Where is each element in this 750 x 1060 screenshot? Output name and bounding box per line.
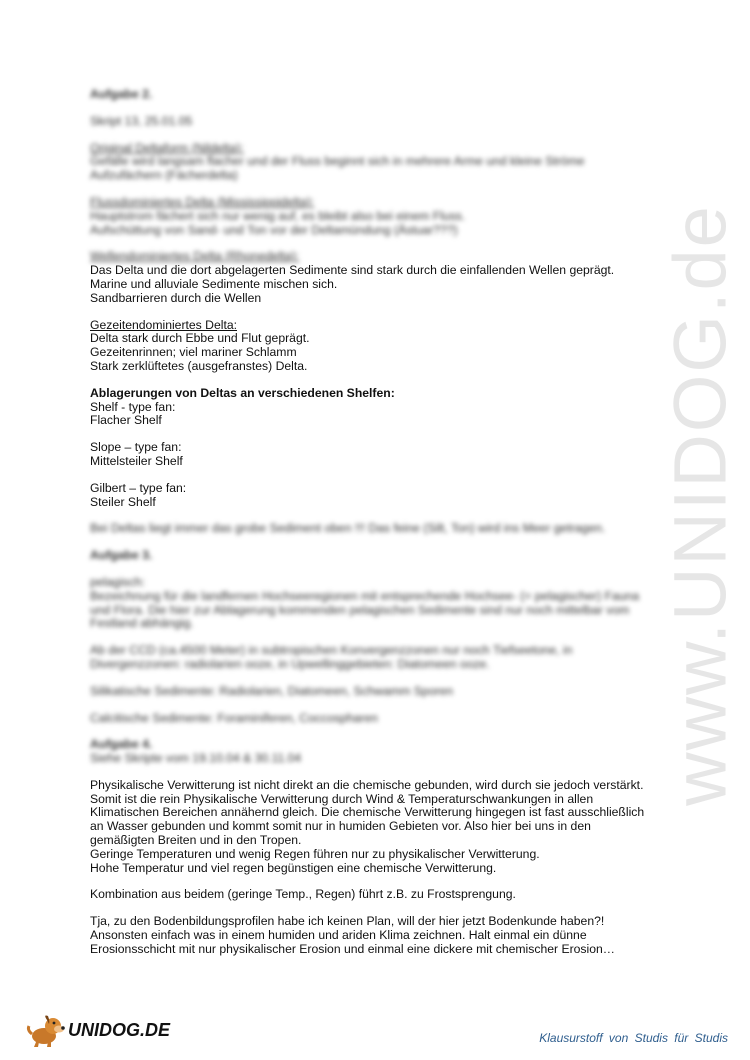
text-block: [90, 738, 662, 766]
text-line: Tja, zu den Bodenbildungsprofilen habe ich keinen Plan, will der hier jetzt Bodenkunde haben?!: [90, 914, 605, 929]
text-line: Original Deltaform (Nildelta):: [90, 140, 244, 155]
text-block: [90, 115, 662, 129]
text-line: Klimatischen Bereichen annähernd gleich. Die chemische Verwitterung hingegen ist fast ausschließlich: [90, 805, 645, 820]
text-line: Aufschüttung von Sand- und Ton vor der Deltamündung (Ästuar???): [90, 222, 458, 237]
text-line: Kombination aus beidem (geringe Temp., Regen) führt z.B. zu Frostsprengung.: [90, 887, 516, 902]
text-line: Skript 13, 25.01.05: [90, 113, 193, 128]
text-line: Steiler Shelf: [90, 494, 156, 509]
text-block: [90, 441, 662, 469]
logo-text: UNIDOG.DE: [68, 1019, 171, 1040]
text-line: pelagisch:: [90, 574, 145, 589]
text-line: Aufzufächern (Fächerdelta): [90, 168, 238, 183]
text-line: Gefälle wird langsam flacher und der Fluss beginnt sich in mehrere Arme und kleine Ströme: [90, 154, 585, 169]
text-block: [90, 142, 662, 183]
text-line: Ab der CCD (ca.4500 Meter) in subtropischen Konvergenzzonen nur noch Tiefseetone, in: [90, 643, 573, 658]
text-line: Gezeitendominiertes Delta:: [90, 317, 237, 332]
text-line: Siehe Skripte vom 19.10.04 & 30.11.04: [90, 751, 302, 766]
text-line: Mittelsteiler Shelf: [90, 453, 183, 468]
text-block: [90, 915, 662, 956]
text-block: [90, 250, 662, 305]
text-line: Calcitische Sedimente: Foraminiferen, Coccospharen: [90, 710, 378, 725]
text-block: [90, 576, 662, 631]
text-line: Hauptstrom fächert sich nur wenig auf, es bleibt also bei einem Fluss.: [90, 208, 466, 223]
text-line: Geringe Temperaturen und wenig Regen führen nur zu physikalischer Verwitterung.: [90, 846, 540, 861]
text-line: Aufgabe 3.: [90, 548, 153, 563]
document-body: [90, 88, 662, 970]
text-block: [90, 685, 662, 699]
text-block: [90, 522, 662, 536]
text-line: Silikatische Sedimente: Radiolarien, Diatomeen, Schwamm Sporen: [90, 683, 454, 698]
text-line: Wellendominiertes Delta (Rhonedelta):: [90, 249, 300, 264]
text-line: Ansonsten einfach was in einem humiden und ariden Klima zeichnen. Halt einmal ein dünne: [90, 928, 587, 943]
text-line: Sandbarrieren durch die Wellen: [90, 290, 262, 305]
text-line: Aufgabe 2.: [90, 87, 153, 101]
text-line: Shelf - type fan:: [90, 399, 176, 414]
text-line: Stark zerklüftetes (ausgefranstes) Delta.: [90, 358, 308, 373]
text-line: gemäßigten Breiten und in den Tropen.: [90, 833, 302, 848]
text-line: Delta stark durch Ebbe und Flut geprägt.: [90, 331, 310, 346]
text-block: [90, 888, 662, 902]
text-line: Erosionsschicht mit nur physikalischer Erosion und einmal eine dickere mit chemischer Erosion…: [90, 941, 615, 956]
text-line: Aufgabe 4.: [90, 737, 153, 752]
text-block: [90, 712, 662, 726]
text-line: Gezeitenrinnen; viel mariner Schlamm: [90, 345, 297, 360]
text-block: [90, 779, 662, 876]
text-block: [90, 319, 662, 374]
text-line: Bei Deltas liegt immer das grobe Sediment oben !!! Das feine (Silt, Ton) wird ins Meer getragen.: [90, 521, 606, 536]
text-block: [90, 549, 662, 563]
text-block: [90, 387, 662, 428]
watermark: www.UNIDOG.de: [658, 204, 742, 806]
text-line: Bezeichnung für die landfernen Hochseeregionen mit entsprechende Hochsee- (= pelagischer) Fauna: [90, 588, 640, 603]
text-block: [90, 88, 662, 102]
footer-tagline: Klausurstoff von Studis für Studis: [539, 1031, 728, 1045]
text-line: Flacher Shelf: [90, 413, 162, 428]
text-line: Flussdominiertes Delta (Mississippidelta):: [90, 194, 315, 209]
text-line: Marine und alluviale Sedimente mischen sich.: [90, 276, 338, 291]
text-line: Physikalische Verwitterung ist nicht direkt an die chemische gebunden, wird durch sie jedoch verstärkt.: [90, 777, 644, 792]
dog-icon: [26, 1012, 66, 1048]
text-line: Gilbert – type fan:: [90, 480, 187, 495]
text-line: Slope – type fan:: [90, 440, 182, 455]
unidog-logo[interactable]: [26, 1012, 170, 1048]
text-line: Somit ist die rein Physikalische Verwitterung durch Wind & Temperaturschwankungen in allen: [90, 791, 594, 806]
text-block: [90, 482, 662, 510]
text-line: Festland abhängig.: [90, 616, 194, 631]
text-block: [90, 644, 662, 672]
text-line: an Wasser gebunden und kommt somit nur in humiden Gebieten vor. Also hier bei uns in den: [90, 819, 591, 834]
text-line: und Flora. Die hier zur Ablagerung kommenden pelagischen Sedimente sind nur noch mittelbar vom: [90, 602, 630, 617]
text-line: Hohe Temperatur und viel regen begünstigen eine chemische Verwitterung.: [90, 860, 497, 875]
text-block: [90, 196, 662, 237]
text-line: Ablagerungen von Deltas an verschiedenen Shelfen:: [90, 385, 395, 400]
text-line: Das Delta und die dort abgelagerten Sedimente sind stark durch die einfallenden Wellen geprägt.: [90, 263, 615, 278]
text-line: Divergenzzonen: radiolarien ooze, in Upwellinggebieten: Diatomeen ooze.: [90, 656, 490, 671]
